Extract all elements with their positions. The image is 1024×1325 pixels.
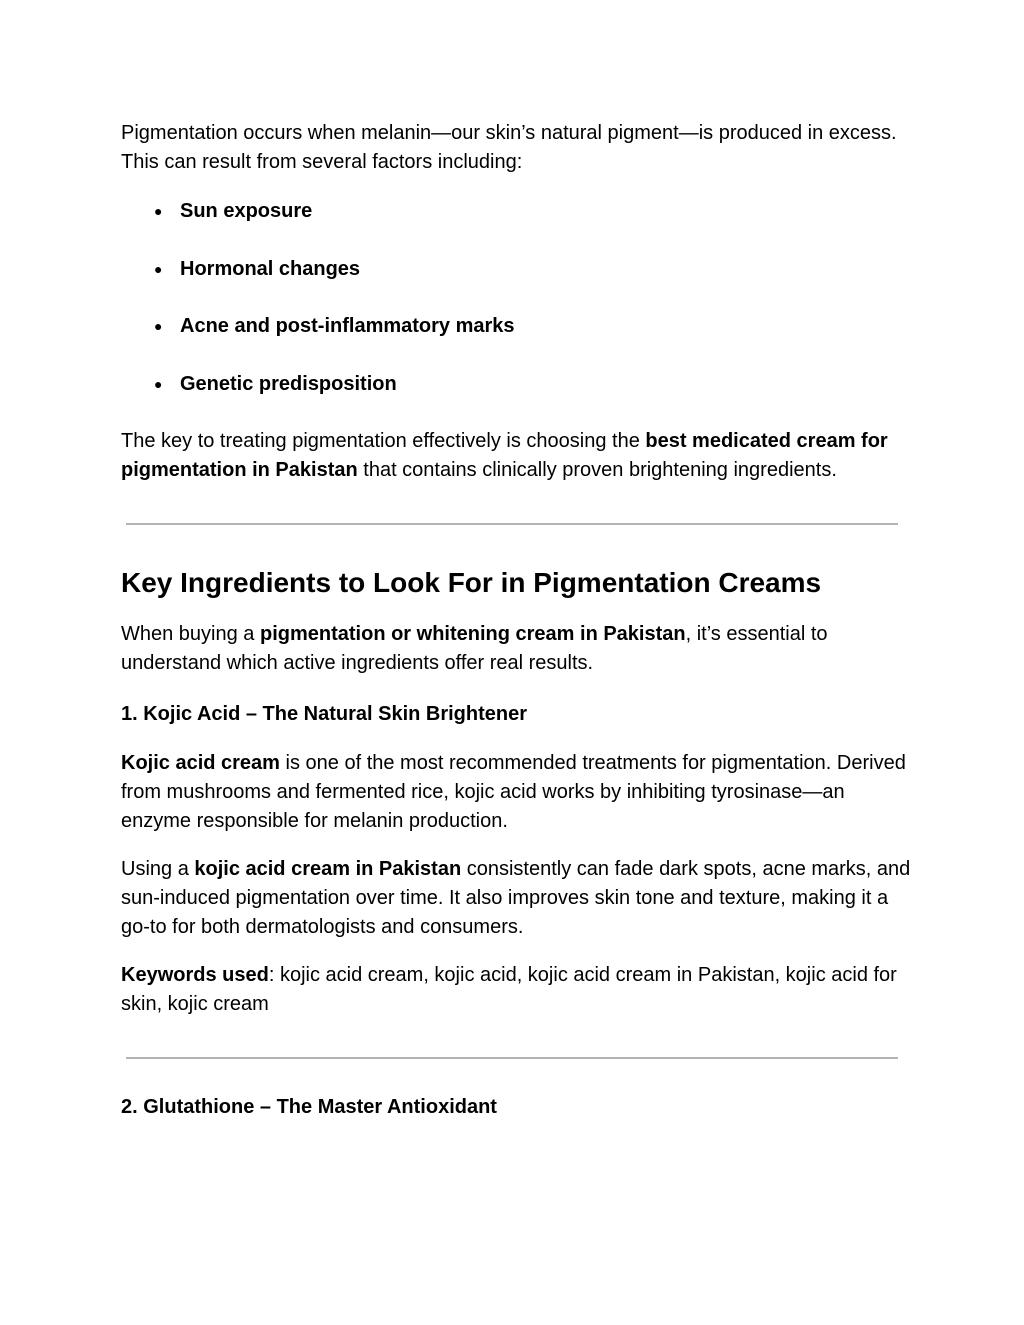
list-item — [121, 312, 911, 341]
horizontal-rule — [126, 1057, 898, 1059]
list-item-label: Genetic predisposition — [180, 372, 397, 395]
keywords-paragraph — [121, 961, 911, 1019]
usage-paragraph — [121, 855, 911, 942]
keywords-text: : kojic acid cream, kojic acid, kojic acid cream in Pakistan, kojic acid for skin, kojic cream — [121, 964, 897, 1015]
usage-text-bold: kojic acid cream in Pakistan — [194, 858, 462, 880]
keywords-label: Keywords used — [121, 964, 269, 986]
list-item — [121, 370, 911, 399]
buying-text-start: When buying a — [121, 623, 260, 645]
buying-text-bold: pigmentation or whitening cream in Pakistan — [259, 623, 686, 645]
key-text-end: that contains clinically proven brightening ingredients. — [357, 459, 837, 481]
bullet-icon: ● — [154, 260, 163, 277]
list-item-label: Acne and post-inflammatory marks — [180, 315, 515, 337]
usage-text-end: consistently can fade dark spots, acne marks, and sun-induced pigmentation over time. It also improves skin tone and texture, making it a go-to for both dermatologists and consumers. — [121, 858, 911, 938]
list-item — [121, 197, 911, 226]
usage-text-start: Using a — [121, 858, 195, 880]
bullet-icon: ● — [154, 375, 163, 392]
buying-paragraph — [121, 620, 911, 678]
glutathione-heading: 2. Glutathione – The Master Antioxidant — [121, 1096, 497, 1118]
kojic-text-end: is one of the most recommended treatments for pigmentation. Derived from mushrooms and fermented rice, kojic acid works by inhibiting tyrosinase—an enzyme responsible for melanin production. — [121, 752, 906, 832]
horizontal-rule — [126, 523, 898, 525]
document-content — [121, 119, 911, 1122]
key-paragraph — [121, 427, 911, 485]
list-item-label: Hormonal changes — [180, 257, 361, 280]
list-item — [121, 255, 911, 284]
list-item-label: Sun exposure — [180, 200, 313, 222]
kojic-paragraph — [121, 749, 911, 836]
intro-paragraph: Pigmentation occurs when melanin—our skin’s natural pigment—is produced in excess. This can result from several factors including: — [121, 122, 897, 173]
buying-text-end: , it’s essential to understand which active ingredients offer real results. — [121, 623, 828, 674]
section-heading: Key Ingredients to Look For in Pigmentation Creams — [121, 567, 822, 598]
kojic-heading: 1. Kojic Acid – The Natural Skin Brightener — [121, 703, 528, 725]
key-text-bold: best medicated cream for pigmentation in Pakistan — [121, 430, 888, 481]
bullet-icon: ● — [154, 203, 163, 219]
key-text-start: The key to treating pigmentation effectively is choosing the — [121, 430, 646, 452]
kojic-text-bold: Kojic acid cream — [121, 752, 280, 774]
bullet-icon: ● — [154, 318, 163, 334]
factors-list — [121, 197, 911, 399]
